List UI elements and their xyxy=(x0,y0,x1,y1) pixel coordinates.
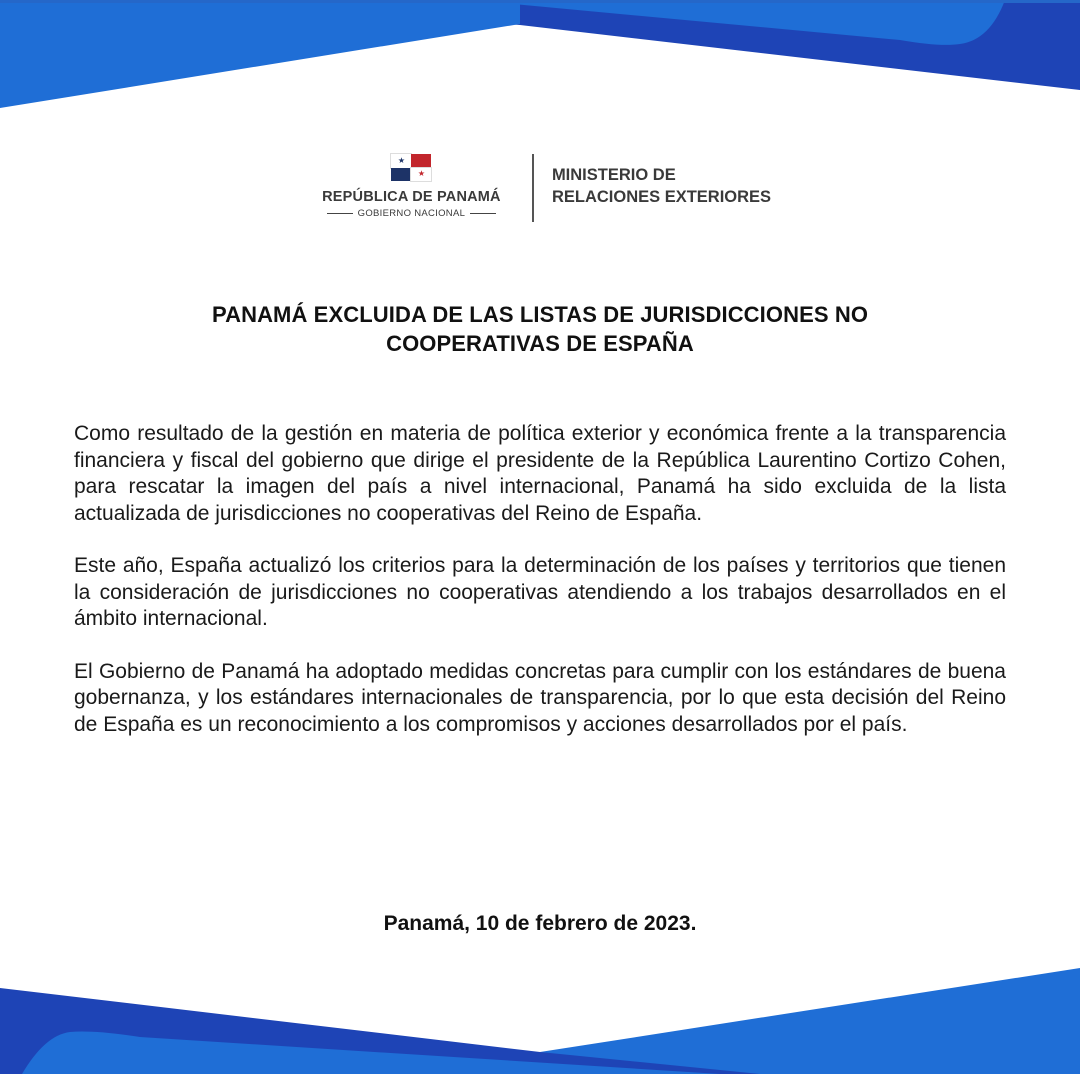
red-star-icon: ★ xyxy=(417,169,426,179)
header-logos xyxy=(0,150,1080,222)
dash-left xyxy=(327,213,353,214)
country-name: REPÚBLICA DE PANAMÁ xyxy=(322,189,501,205)
panama-flag-icon xyxy=(391,154,431,181)
blue-star-icon: ★ xyxy=(397,155,406,165)
release-date: Panamá, 10 de febrero de 2023. xyxy=(383,912,697,935)
bottom-right-light-blue-triangle xyxy=(540,968,1080,1074)
title-line-2: COOPERATIVAS DE ESPAÑA xyxy=(386,331,694,356)
paragraph-1: Como resultado de la gestión en materia de política exterior y económica frente a la transparencia financiera y fiscal del gobierno que dirige el presidente de la República Laurentino Cortizo Cohen, para rescatar la imagen del país a nivel internacional, Panamá ha sido excluida de la lista actualizada de jurisdicciones no cooperativas del Reino de España. xyxy=(74,422,1006,525)
gobierno-nacional-subtitle xyxy=(327,208,497,219)
ministry-logo xyxy=(534,150,771,222)
dash-right xyxy=(470,213,496,214)
gobierno-nacional-text: GOBIERNO NACIONAL xyxy=(357,208,466,219)
ministry-line-2: RELACIONES EXTERIORES xyxy=(551,188,772,206)
title-line-1: PANAMÁ EXCLUIDA DE LAS LISTAS DE JURISDICCIONES NO xyxy=(211,302,869,327)
paragraph-2: Este año, España actualizó los criterios para la determinación de los países y territorios que tienen la consideración de jurisdicciones no cooperativas atendiendo a los trabajos desarrollados en el ámbito internacional. xyxy=(74,554,1006,630)
republica-de-panama-logo xyxy=(309,150,532,222)
paragraph-3: El Gobierno de Panamá ha adoptado medidas concretas para cumplir con los estándares de buena gobernanza, y los estándares internacionales de transparencia, por lo que esta decisión del Reino de España es un reconocimiento a los compromisos y acciones desarrollados por el país. xyxy=(74,659,1006,736)
ministry-line-1: MINISTERIO DE xyxy=(551,166,676,184)
press-release-body xyxy=(74,421,1006,764)
top-left-light-blue-triangle xyxy=(0,0,520,108)
press-release-title xyxy=(0,300,1080,358)
bottom-decorative-banner xyxy=(0,950,1080,1074)
top-decorative-banner xyxy=(0,0,1080,130)
